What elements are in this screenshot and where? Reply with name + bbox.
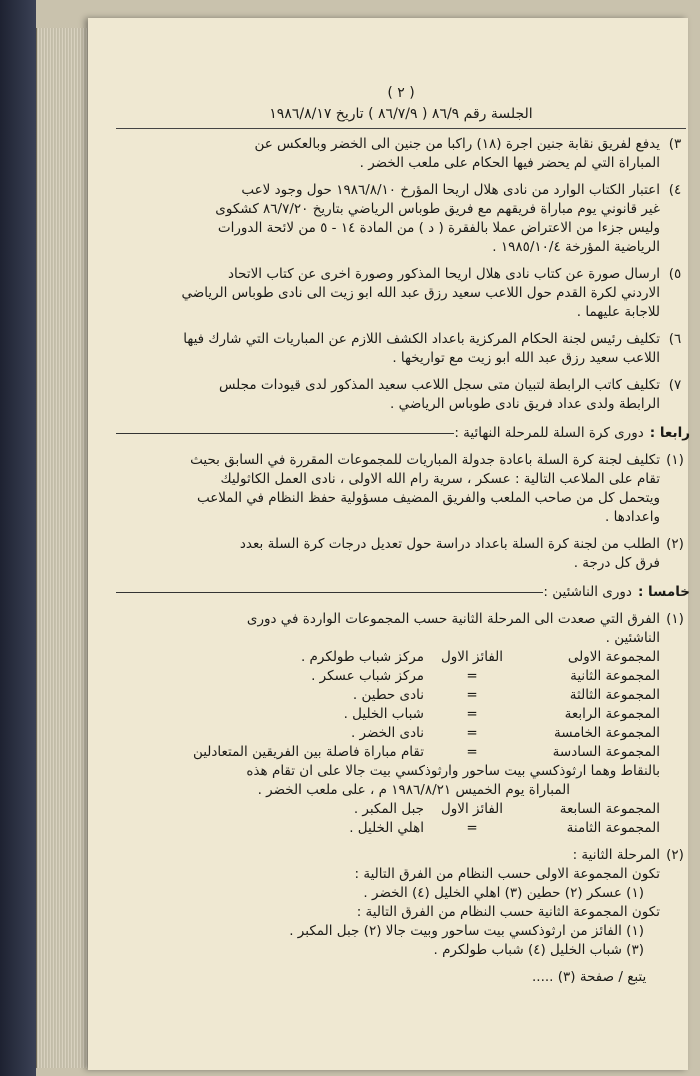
item-line: ارسال صورة عن كتاب نادى هلال اريحا المذكور وصورة اخرى عن كتاب الاتحاد bbox=[227, 266, 660, 282]
group-team: تقام مباراة فاصلة بين الفريقين المتعادلين bbox=[192, 744, 424, 760]
item-line: للاجابة عليهما . bbox=[576, 304, 660, 320]
group-result: = bbox=[466, 687, 478, 703]
section-rule bbox=[116, 433, 454, 434]
group-team: نادى حطين . bbox=[352, 687, 424, 703]
group-group: المجموعة الرابعة bbox=[564, 706, 660, 722]
item-line: الناشئين . bbox=[605, 630, 660, 646]
section-rule bbox=[116, 592, 543, 593]
header-rule bbox=[116, 128, 686, 129]
item-line: تكون المجموعة الثانية حسب النظام من الفرق التالية : bbox=[356, 904, 660, 920]
group-result: = bbox=[466, 706, 478, 722]
item-line: ويتحمل كل من صاحب الملعب والفريق المضيف مسؤولية حفظ النظام في الملاعب bbox=[196, 490, 660, 506]
item-number: ٦) bbox=[668, 331, 682, 347]
list-item bbox=[112, 376, 690, 414]
item-line: المرحلة الثانية : bbox=[572, 847, 660, 863]
list-item bbox=[112, 610, 690, 838]
item-number: ٧) bbox=[668, 377, 682, 393]
group-result: = bbox=[466, 820, 478, 836]
item-line: يدفع لفريق نقابة جنين اجرة (١٨) راكبا من جنين الى الخضر وبالعكس عن bbox=[254, 136, 660, 152]
group-row bbox=[118, 648, 660, 667]
group-team: اهلي الخليل . bbox=[349, 820, 424, 836]
group-result: = bbox=[466, 668, 478, 684]
list-item bbox=[112, 451, 690, 527]
item-line: تكليف لجنة كرة السلة باعادة جدولة المباريات للمجموعات المقررة في السابق بحيث bbox=[190, 452, 660, 468]
groups-table bbox=[118, 800, 660, 838]
item-line: تكليف رئيس لجنة الحكام المركزية باعداد الكشف اللازم عن المباريات التي شارك فيها bbox=[183, 331, 660, 347]
item-line: اعتبار الكتاب الوارد من نادى هلال اريحا المؤرخ ١٩٨٦/٨/١٠ حول وجود لاعب bbox=[241, 182, 660, 198]
item-line: الفرق التي صعدت الى المرحلة الثانية حسب المجموعات الواردة في دورى bbox=[246, 611, 660, 627]
group-team: مركز شباب طولكرم . bbox=[300, 649, 424, 665]
continued-footer: يتبع / صفحة (٣) ..... bbox=[532, 969, 647, 985]
item-line: واعدادها . bbox=[605, 509, 660, 525]
section-label: خامسا : bbox=[637, 584, 690, 600]
list-item bbox=[112, 135, 690, 173]
group-group: المجموعة الثالثة bbox=[569, 687, 660, 703]
item-line: وليس جزءا من الاعتراض عملا بالفقرة ( د ) من المادة ١٤ - ٥ من لائحة الدورات bbox=[217, 220, 660, 236]
group-row bbox=[118, 705, 660, 724]
group-group: المجموعة السادسة bbox=[552, 744, 660, 760]
group-group: المجموعة الخامسة bbox=[554, 725, 660, 741]
group-note-line: بالنقاط وهما ارثوذكسي بيت ساحور وارثوذكسي بيت جالا على ان تقام هذه bbox=[246, 763, 660, 779]
list-item bbox=[112, 181, 690, 257]
item-line: (١) الفائز من ارثوذكسي بيت ساحور وبيت جالا (٢) جبل المكبر . bbox=[289, 923, 644, 939]
basketball-list bbox=[112, 451, 690, 573]
item-number: (٢) bbox=[666, 847, 684, 863]
session-line: الجلسة رقم ٨٦/٩ ( ٨٦/٧/٩ ) تاريخ ١٩٨٦/٨/١٧ bbox=[269, 106, 533, 122]
item-number: (١) bbox=[666, 611, 684, 627]
list-item bbox=[112, 330, 690, 368]
item-line: الاردني لكرة القدم حول اللاعب سعيد رزق عبد الله ابو زيت الى نادى طوباس الرياضي bbox=[181, 285, 660, 301]
group-team: مركز شباب عسكر . bbox=[311, 668, 424, 684]
group-group: المجموعة السابعة bbox=[559, 801, 660, 817]
book-spine bbox=[0, 0, 36, 1076]
item-line: الرياضية المؤرخة ١٩٨٥/١٠/٤ . bbox=[492, 239, 660, 255]
item-number: ٣) bbox=[668, 136, 682, 152]
group-team: جبل المكبر . bbox=[353, 801, 424, 817]
group-row bbox=[118, 743, 660, 762]
decisions-list bbox=[112, 135, 690, 414]
page-number: ( ٢ ) bbox=[387, 85, 415, 101]
groups-table bbox=[118, 648, 660, 762]
item-number: (٢) bbox=[666, 536, 684, 552]
item-number: ٤) bbox=[668, 182, 682, 198]
item-line: (٣) شباب الخليل (٤) شباب طولكرم . bbox=[433, 942, 644, 958]
document-body bbox=[112, 84, 690, 987]
group-team: شباب الخليل . bbox=[343, 706, 424, 722]
section-five-heading bbox=[112, 583, 690, 602]
group-result: الفائز الاول bbox=[440, 649, 504, 665]
group-row bbox=[118, 819, 660, 838]
group-row bbox=[118, 667, 660, 686]
item-line: الطلب من لجنة كرة السلة باعداد دراسة حول تعديل درجات كرة السلة بعدد bbox=[239, 536, 660, 552]
group-row bbox=[118, 686, 660, 705]
group-group: المجموعة الثانية bbox=[570, 668, 660, 684]
item-line: الرابطة ولدى عداد فريق نادى طوباس الرياضي . bbox=[390, 396, 660, 412]
item-line: اللاعب سعيد رزق عبد الله ابو زيت مع تواريخها . bbox=[392, 350, 660, 366]
section-title: دورى الناشئين : bbox=[543, 584, 632, 600]
section-label: رابعا : bbox=[649, 425, 690, 441]
item-number: (١) bbox=[666, 452, 684, 468]
group-result: = bbox=[466, 744, 478, 760]
list-item bbox=[112, 535, 690, 573]
item-line: تكون المجموعة الاولى حسب النظام من الفرق التالية : bbox=[354, 866, 660, 882]
page-edges bbox=[36, 28, 91, 1068]
item-line: تكليف كاتب الرابطة لتبيان متى سجل اللاعب سعيد المذكور لدى قيودات مجلس bbox=[218, 377, 660, 393]
item-number: ٥) bbox=[668, 266, 682, 282]
item-line: تقام على الملاعب التالية : عسكر ، سرية رام الله الاولى ، نادى العمل الكاثوليك bbox=[220, 471, 660, 487]
group-note-line: المباراة يوم الخميس ١٩٨٦/٨/٢١ م ، على ملعب الخضر . bbox=[257, 782, 570, 798]
section-four-heading bbox=[112, 424, 690, 443]
item-line: (١) عسكر (٢) حطين (٣) اهلي الخليل (٤) الخضر . bbox=[363, 885, 644, 901]
item-line: المباراة التي لم يحضر فيها الحكام على ملعب الخضر . bbox=[359, 155, 660, 171]
page-header bbox=[112, 84, 690, 124]
group-group: المجموعة الثامنة bbox=[566, 820, 660, 836]
item-line: غير قانوني يوم مباراة فريقهم مع فريق طوباس الرياضي بتاريخ ٨٦/٧/٢٠ كشكوى bbox=[215, 201, 660, 217]
group-row bbox=[118, 724, 660, 743]
group-result: الفائز الاول bbox=[440, 801, 504, 817]
list-item bbox=[112, 265, 690, 322]
group-team: نادى الخضر . bbox=[350, 725, 424, 741]
list-item bbox=[112, 846, 690, 960]
group-group: المجموعة الاولى bbox=[567, 649, 660, 665]
group-row bbox=[118, 800, 660, 819]
group-result: = bbox=[466, 725, 478, 741]
item-line: فرق كل درجة . bbox=[573, 555, 660, 571]
section-title: دورى كرة السلة للمرحلة النهائية : bbox=[454, 425, 644, 441]
